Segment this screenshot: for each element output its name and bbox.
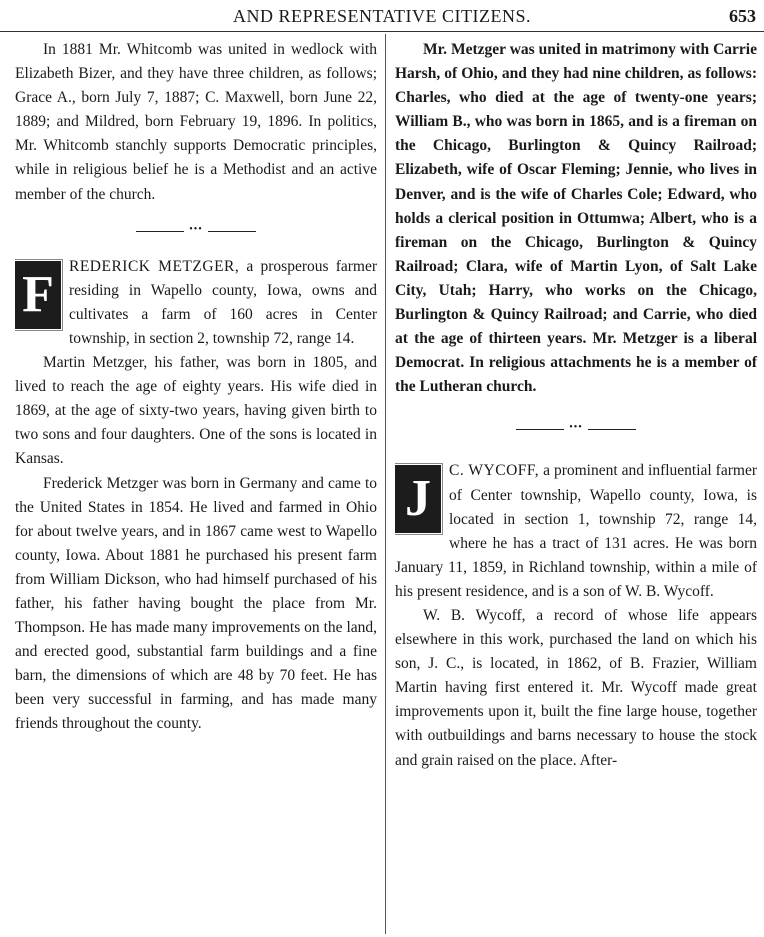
frederick-history-paragraph: Frederick Metzger was born in Germany and came to the United States in 1854. He lived and farmed in Ohio for about twelve years, and in 1867 came west to Wapello county, Iowa. About 1881 he purchased his present farm from William Dickson, who had himself purchased of his father, his father having bought the place from Mr. Thompson. He has made many improvements on the land, and erected good, substantial farm buildings and a fine barn, the dimensions of which are 48 by 70 feet. He has been very successful in farming, and has made many friends throughout the county. [15, 474, 377, 733]
page-number: 653 [729, 6, 756, 26]
wycoff-intro-text: a prominent and influential farmer of Center township, Wapello county, Iowa, is located in section 1, township 72, range 14, where he has a tract of 131 acres. He was born January 11, 1859, in Richland township, within a mile of his present residence, and is a son of W. B. Wycoff. [395, 462, 757, 600]
metzger-intro-text: a prosperous farmer residing in Wapello county, Iowa, owns and cultivates a farm of 160 acres in Center township, in section 2, township 72, range 14. [69, 257, 377, 347]
wycoff-intro-paragraph [395, 459, 757, 604]
wycoff-name-lead: C. WYCOFF, [449, 462, 540, 480]
separator-ornament: ••• [184, 224, 208, 236]
separator-ornament: ••• [564, 422, 588, 434]
running-head [0, 4, 764, 28]
section-separator [395, 399, 757, 459]
metzger-name-lead: REDERICK METZGER, [69, 257, 240, 275]
drop-cap-f: F [15, 261, 61, 329]
metzger-bio-intro [15, 255, 377, 351]
left-column [15, 38, 377, 737]
section-separator [15, 207, 377, 255]
column-divider [385, 34, 386, 934]
right-column [395, 38, 757, 773]
running-title: AND REPRESENTATIVE CITIZENS. [232, 6, 532, 26]
drop-cap-j: J [395, 465, 441, 533]
metzger-intro-paragraph [15, 255, 377, 351]
wb-wycoff-paragraph: W. B. Wycoff, a record of whose life appears elsewhere in this work, purchased the land on which his son, J. C., is located, in 1862, of B. Frazier, William Martin having first entered it. Mr. Wycoff made great improvements upon it, built the fine large house, together with outbuildings and barns necessary to house the stock and grain raised on the place. After- [395, 606, 757, 769]
whitcomb-marriage-paragraph: In 1881 Mr. Whitcomb was united in wedlock with Elizabeth Bizer, and they have three children, as follows; Grace A., born July 7, 1887; C. Maxwell, born June 22, 1889; and Mildred, born February 19, 1896. In politics, Mr. Whitcomb stanchly supports Democratic principles, while in religious belief he is a Methodist and an active member of the church. [15, 41, 377, 203]
metzger-marriage-paragraph: Mr. Metzger was united in matrimony with Carrie Harsh, of Ohio, and they had nine children, as follows: Charles, who died at the age of twenty-one years; William B., who was born in 1865, and is a fireman on the Chicago, Burlington & Quincy Railroad; Elizabeth, wife of Oscar Fleming; Jennie, who lives in Denver, and is the wife of Charles Cole; Edward, who holds a clerical position in Ottumwa; Albert, who is a fireman on the Chicago, Burlington & Quincy Railroad; Clara, wife of Martin Lyon, of Salt Lake City, Utah; Harry, who works on the Chicago, Burlington & Quincy Railroad; and Carrie, who died at the age of thirteen years. Mr. Metzger is a liberal Democrat. In religious attachments he is a member of the Lutheran church. [395, 41, 757, 396]
wycoff-bio-intro [395, 459, 757, 604]
martin-metzger-paragraph: Martin Metzger, his father, was born in 1805, and lived to reach the age of eighty years. His wife died in 1869, at the age of sixty-two years, having given birth to two sons and four daughters. One of the sons is located in Kansas. [15, 354, 377, 468]
header-rule [0, 31, 764, 32]
